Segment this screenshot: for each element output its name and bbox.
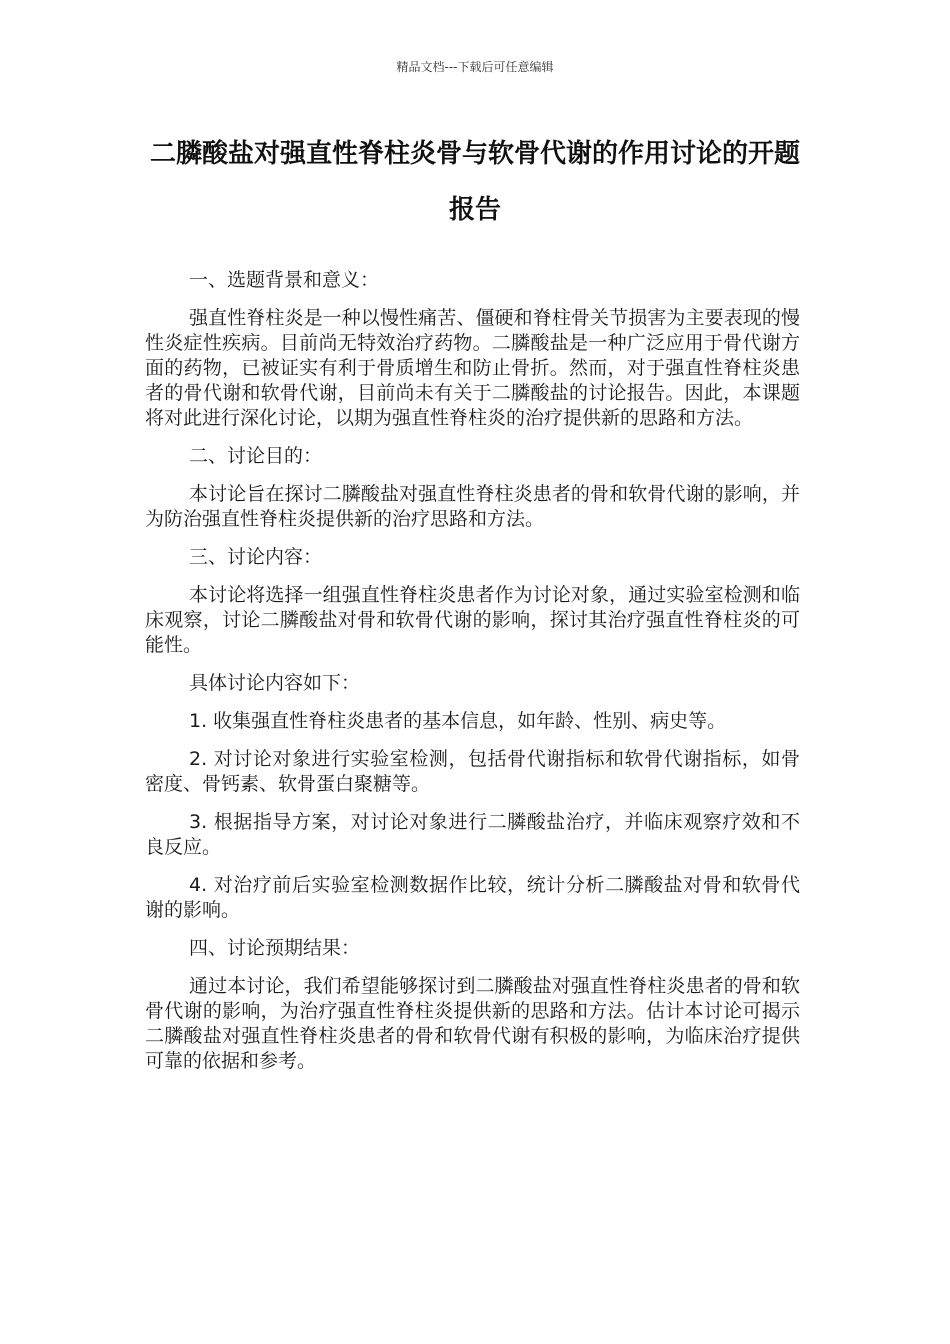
list-item: 4. 对治疗前后实验室检测数据作比较，统计分析二膦酸盐对骨和软骨代谢的影响。 (145, 874, 800, 921)
paragraph-detail-intro: 具体讨论内容如下： (189, 672, 361, 694)
list-item: 1. 收集强直性脊柱炎患者的基本信息，如年龄、性别、病史等。 (189, 710, 727, 732)
list-item: 2. 对讨论对象进行实验室检测，包括骨代谢指标和软骨代谢指标，如骨密度、骨钙素、软骨蛋白聚糖等。 (145, 748, 800, 795)
paragraph-expected: 通过本讨论，我们希望能够探讨到二膦酸盐对强直性脊柱炎患者的骨和软骨代谢的影响，为治疗强直性脊柱炎提供新的思路和方法。估计本讨论可揭示二膦酸盐对强直性脊柱炎患者的骨和软骨代谢有积极的影响，为临床治疗提供可靠的依据和参考。 (145, 975, 800, 1072)
section-heading-purpose: 二、讨论目的： (189, 445, 323, 467)
header-note: 精品文档---下载后可任意编辑 (396, 60, 554, 74)
paragraph-background: 强直性脊柱炎是一种以慢性痛苦、僵硬和脊柱骨关节损害为主要表现的慢性炎症性疾病。目前尚无特效治疗药物。二膦酸盐是一种广泛应用于骨代谢方面的药物，已被证实有利于骨质增生和防止骨折。然而，对于强直性脊柱炎患者的骨代谢和软骨代谢，目前尚未有关于二膦酸盐的讨论报告。因此，本课题将对此进行深化讨论，以期为强直性脊柱炎的治疗提供新的思路和方法。 (145, 307, 800, 429)
section-heading-content: 三、讨论内容： (189, 546, 323, 568)
paragraph-content: 本讨论将选择一组强直性脊柱炎患者作为讨论对象，通过实验室检测和临床观察，讨论二膦酸盐对骨和软骨代谢的影响，探讨其治疗强直性脊柱炎的可能性。 (145, 584, 800, 656)
document-title: 二膦酸盐对强直性脊柱炎骨与软骨代谢的作用讨论的开题报告 (149, 139, 800, 225)
document-body (145, 268, 800, 1087)
paragraph-purpose: 本讨论旨在探讨二膦酸盐对强直性脊柱炎患者的骨和软骨代谢的影响，并为防治强直性脊柱炎提供新的治疗思路和方法。 (145, 483, 800, 530)
list-item: 3. 根据指导方案，对讨论对象进行二膦酸盐治疗，并临床观察疗效和不良反应。 (145, 811, 800, 858)
section-heading-expected: 四、讨论预期结果： (189, 937, 361, 959)
section-heading-background: 一、选题背景和意义： (189, 269, 380, 291)
